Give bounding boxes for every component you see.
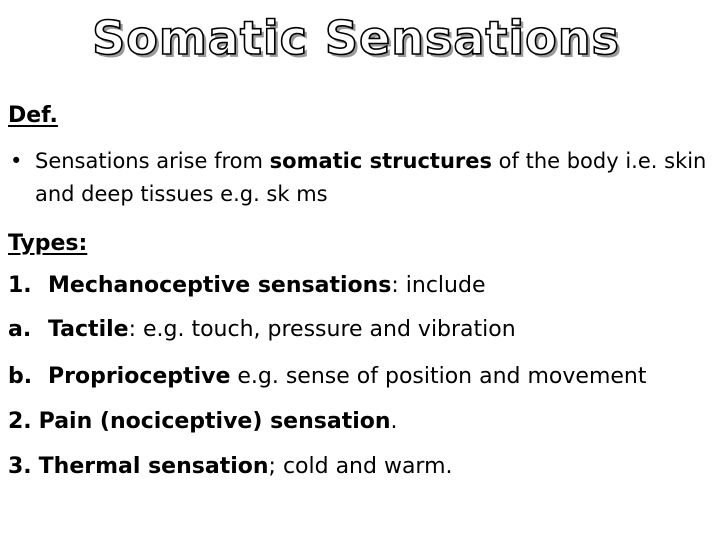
list-item — [8, 316, 516, 344]
bullet-icon: • — [10, 149, 23, 173]
list-item-rest: e.g. sense of position and movement — [230, 364, 647, 389]
definition-bold: somatic structures — [269, 149, 492, 173]
definition-suffix: of the body i.e. skin and deep tissues e.g. sk ms — [35, 149, 707, 206]
slide-title: Somatic Sensations — [92, 11, 620, 65]
definition-text — [35, 145, 710, 211]
list-item-rest: . — [390, 409, 398, 434]
list-marker: 3. — [8, 454, 32, 479]
types-heading: Types: — [8, 231, 88, 256]
definition-prefix: Sensations arise from — [35, 149, 270, 173]
list-item-rest: ; cold and warm. — [268, 454, 453, 479]
list-item-bold: Proprioceptive — [48, 364, 231, 389]
def-heading: Def. — [8, 103, 58, 128]
list-item — [8, 453, 453, 481]
list-item — [8, 363, 646, 391]
list-marker: 1. — [8, 273, 32, 298]
list-marker: a. — [8, 317, 32, 342]
list-item — [8, 408, 398, 436]
list-item-bold: Thermal sensation — [38, 454, 269, 479]
list-item-bold: Tactile — [48, 317, 129, 342]
list-marker: b. — [8, 364, 33, 389]
list-item-bold: Mechanoceptive sensations — [48, 273, 392, 298]
list-item — [8, 272, 486, 300]
list-item-bold: Pain (nociceptive) sensation — [38, 409, 391, 434]
list-item-rest: : include — [391, 273, 486, 298]
list-item-rest: : e.g. touch, pressure and vibration — [128, 317, 516, 342]
list-marker: 2. — [8, 409, 32, 434]
